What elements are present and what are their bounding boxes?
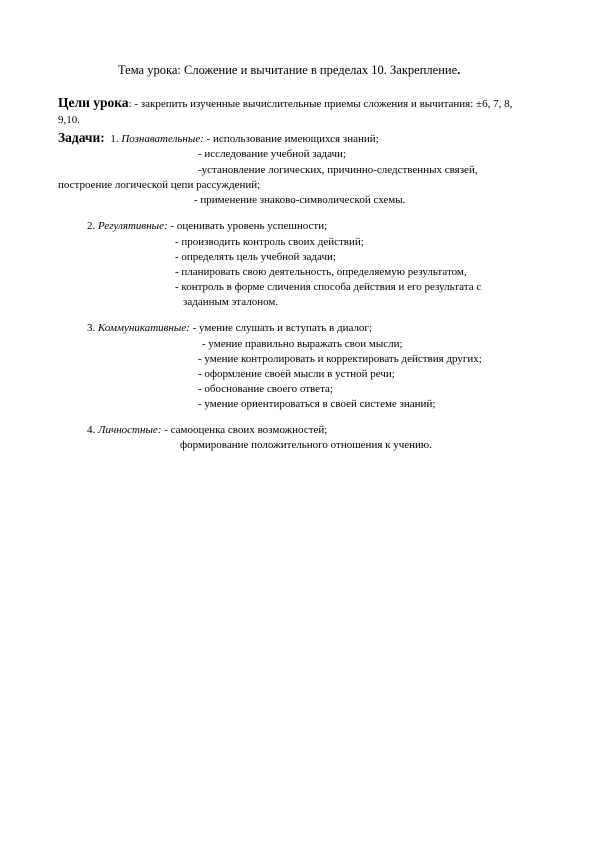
communicative-first-text: - умение слушать и вступать в диалог; <box>189 322 373 334</box>
regulative-line: заданным эталоном. <box>183 296 279 308</box>
personal-name: Личностные: <box>98 424 162 436</box>
regulative-line: - контроль в форме сличения способа действия и его результата с <box>175 281 482 293</box>
communicative-line: - оформление своей мысли в устной речи; <box>198 368 395 380</box>
tasks-cognitive-first <box>58 131 379 146</box>
communicative-line: - умение ориентироваться в своей системе знаний; <box>198 398 436 410</box>
cognitive-line: - применение знаково-символической схемы. <box>194 194 406 206</box>
communicative-name: Коммуникативные: <box>98 322 190 334</box>
personal-line: формирование положительного отношения к учению. <box>180 439 432 451</box>
tasks-communicative-first <box>87 322 372 335</box>
cognitive-first-text: - использование имеющихся знаний; <box>203 133 379 145</box>
tasks-personal-first <box>87 424 327 437</box>
cognitive-line: построение логической цепи рассуждений; <box>58 179 261 191</box>
regulative-line: - производить контроль своих действий; <box>175 236 364 248</box>
regulative-name: Регулятивные: <box>98 220 168 232</box>
goals-text: : - закрепить изученные вычислительные приемы сложения и вычитания: ±6, 7, 8, <box>128 98 513 110</box>
tasks-regulative-first <box>87 220 327 233</box>
regulative-first-text: - оценивать уровень успешности; <box>167 220 328 232</box>
cognitive-num: 1. <box>110 133 119 145</box>
communicative-line: - обоснование своего ответа; <box>198 383 333 395</box>
communicative-line: - умение правильно выражать свои мысли; <box>202 338 403 350</box>
cognitive-line: -установление логических, причинно-следственных связей, <box>198 164 478 176</box>
lesson-title-text: : Сложение и вычитание в пределах 10. Закрепление <box>177 63 458 77</box>
communicative-num: 3. <box>87 322 96 334</box>
communicative-line: - умение контролировать и корректировать действия других; <box>198 353 482 365</box>
regulative-line: - планировать свою деятельность, определяемую результатом, <box>175 266 467 278</box>
cognitive-name: Познавательные: <box>121 133 204 145</box>
regulative-line: - определять цель учебной задачи; <box>175 251 336 263</box>
goals-line-2: 9,10. <box>58 114 80 126</box>
personal-first-text: - самооценка своих возможностей; <box>161 424 328 436</box>
personal-num: 4. <box>87 424 96 436</box>
lesson-title <box>118 64 460 77</box>
goals-line-1 <box>58 96 512 111</box>
lesson-title-dot: . <box>457 63 461 77</box>
regulative-num: 2. <box>87 220 96 232</box>
cognitive-line: - исследование учебной задачи; <box>198 148 347 160</box>
goals-label: Цели урока <box>58 95 129 110</box>
lesson-title-label: Тема урока <box>118 63 178 77</box>
tasks-label: Задачи: <box>58 130 105 145</box>
